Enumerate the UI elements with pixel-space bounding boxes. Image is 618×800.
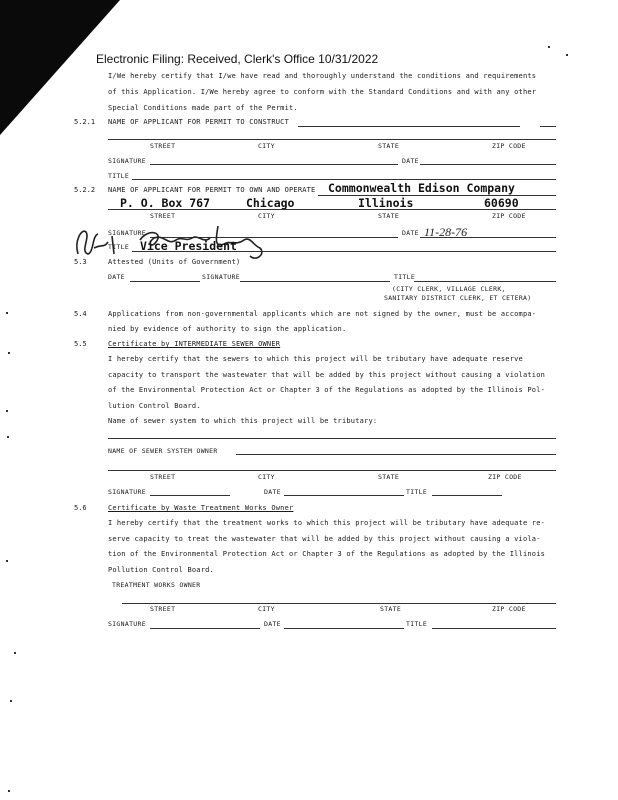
sewer-signature-label: SIGNATURE	[108, 488, 146, 496]
section-5-3-number: 5.3	[74, 258, 87, 266]
construct-street-label: STREET	[150, 142, 176, 150]
owner-city-value: Chicago	[246, 196, 295, 210]
treatment-city-label: CITY	[258, 605, 275, 613]
treatment-owner-label: TREATMENT WORKS OWNER	[112, 581, 201, 589]
construct-title-label: TITLE	[108, 172, 130, 180]
attest-signature-line	[240, 281, 390, 282]
construct-date-line	[420, 164, 556, 165]
owner-title-value: Vice President	[140, 239, 237, 253]
treatment-state-label: STATE	[380, 605, 402, 613]
treatment-title-line	[432, 628, 556, 629]
owner-state-label: STATE	[378, 212, 400, 220]
treatment-date-line	[284, 628, 404, 629]
owner-date-label: DATE	[402, 229, 419, 237]
scan-speck	[6, 410, 8, 412]
sewer-address-line	[108, 470, 556, 471]
construct-zip-label: ZIP CODE	[492, 142, 526, 150]
scan-speck	[6, 560, 8, 562]
section-5-2-2-title: NAME OF APPLICANT FOR PERMIT TO OWN AND OPERATE	[108, 186, 316, 194]
scan-speck	[10, 700, 12, 702]
construct-signature-label: SIGNATURE	[108, 157, 146, 165]
construct-state-label: STATE	[378, 142, 400, 150]
scan-speck	[8, 352, 10, 354]
section-5-4-line-2: nied by evidence of authority to sign the application.	[108, 325, 347, 333]
owner-street-label: STREET	[150, 212, 176, 220]
construct-name-line-end	[540, 126, 556, 127]
owner-signature-label: SIGNATURE	[108, 229, 146, 237]
treatment-date-label: DATE	[264, 620, 281, 628]
attest-date-line	[130, 281, 200, 282]
attest-date-label: DATE	[108, 273, 125, 281]
owner-title-line	[132, 251, 556, 252]
attest-note-line-1: (CITY CLERK, VILLAGE CLERK,	[392, 285, 506, 293]
sewer-date-line	[284, 495, 404, 496]
sewer-state-label: STATE	[378, 473, 400, 481]
section-5-5-line-5: Name of sewer system to which this project will be tributary:	[108, 417, 378, 425]
owner-street-value: P. O. Box 767	[120, 196, 211, 210]
section-5-2-1-number: 5.2.1	[74, 118, 96, 126]
attest-title-label: TITLE	[394, 273, 416, 281]
construct-address-line	[108, 139, 556, 140]
construct-date-label: DATE	[402, 157, 419, 165]
section-5-5-title: Certificate by INTERMEDIATE SEWER OWNER	[108, 340, 281, 348]
scan-speck	[566, 54, 568, 56]
section-5-6-number: 5.6	[74, 504, 87, 512]
scan-speck	[7, 436, 9, 438]
treatment-street-label: STREET	[150, 605, 176, 613]
treatment-signature-label: SIGNATURE	[108, 620, 146, 628]
electronic-filing-stamp: Electronic Filing: Received, Clerk's Office 10/31/2022	[96, 52, 379, 66]
intro-line-3: Special Conditions made part of the Permit.	[108, 104, 298, 112]
scan-speck	[8, 790, 10, 792]
construct-signature-line	[150, 164, 398, 165]
sewer-street-label: STREET	[150, 473, 176, 481]
attest-note-line-2: SANITARY DISTRICT CLERK, ET CETERA)	[384, 294, 532, 302]
owner-zip-label: ZIP CODE	[492, 212, 526, 220]
section-5-5-line-1: I hereby certify that the sewers to which this project will be tributary have adequate reserve	[108, 355, 523, 363]
construct-title-line	[132, 179, 556, 180]
owner-city-label: CITY	[258, 212, 275, 220]
treatment-address-line	[122, 603, 556, 604]
treatment-zip-label: ZIP CODE	[492, 605, 526, 613]
owner-state-value: Illinois	[358, 196, 414, 210]
treatment-signature-line	[150, 628, 260, 629]
owner-zip-value: 60690	[484, 196, 519, 210]
section-5-2-2-number: 5.2.2	[74, 186, 96, 194]
scan-speck	[14, 652, 16, 654]
sewer-city-label: CITY	[258, 473, 275, 481]
intro-line-2: of this Application. I/We hereby agree to conform with the Standard Conditions and with any other	[108, 88, 537, 96]
owner-company-name: Commonwealth Edison Company	[328, 181, 515, 195]
scan-speck	[548, 46, 550, 48]
sewer-signature-line	[150, 495, 230, 496]
attest-title-line	[414, 281, 556, 282]
construct-city-label: CITY	[258, 142, 275, 150]
intro-line-1: I/We hereby certify that I/we have read and thoroughly understand the conditions and requirements	[108, 72, 537, 80]
section-5-5-number: 5.5	[74, 340, 87, 348]
section-5-4-number: 5.4	[74, 310, 87, 318]
scan-speck	[6, 312, 8, 314]
owner-name-line	[318, 195, 556, 196]
section-5-5-line-4: lution Control Board.	[108, 402, 201, 410]
section-5-4-line-1: Applications from non-governmental applicants which are not signed by the owner, must be accompa-	[108, 310, 537, 318]
owner-address-line	[108, 209, 556, 210]
scan-corner-shadow	[0, 0, 120, 135]
section-5-6-title: Certificate by Waste Treatment Works Owner	[108, 504, 294, 512]
sewer-system-name-line	[108, 438, 556, 439]
sewer-owner-label: NAME OF SEWER SYSTEM OWNER	[108, 447, 218, 455]
section-5-6-line-3: tion of the Environmental Protection Act or Chapter 3 of the Regulations as adopted by the Illinois	[108, 550, 546, 558]
sewer-zip-label: ZIP CODE	[488, 473, 522, 481]
section-5-5-line-3: of the Environmental Protection Act or Chapter 3 of the Regulations as adopted by the Illinois Pol-	[108, 386, 546, 394]
section-5-6-line-2: serve capacity to treat the wastewater that will be added by this project without causing a viola-	[108, 535, 541, 543]
attest-signature-label: SIGNATURE	[202, 273, 240, 281]
section-5-3-title: Attested (Units of Government)	[108, 258, 241, 266]
construct-name-line	[298, 126, 520, 127]
sewer-date-label: DATE	[264, 488, 281, 496]
owner-title-label: TITLE	[108, 243, 130, 251]
sewer-title-label: TITLE	[406, 488, 428, 496]
sewer-title-line	[432, 495, 502, 496]
owner-date-value: 11-28-76	[424, 225, 468, 239]
section-5-2-1-title: NAME OF APPLICANT FOR PERMIT TO CONSTRUCT	[108, 118, 289, 126]
section-5-6-line-4: Pollution Control Board.	[108, 566, 214, 574]
treatment-title-label: TITLE	[406, 620, 428, 628]
section-5-5-line-2: capacity to transport the wastewater that will be added by this project without causing a violation	[108, 371, 546, 379]
sewer-owner-line	[236, 454, 556, 455]
section-5-6-line-1: I hereby certify that the treatment works to which this project will be tributary have adequate re-	[108, 519, 546, 527]
